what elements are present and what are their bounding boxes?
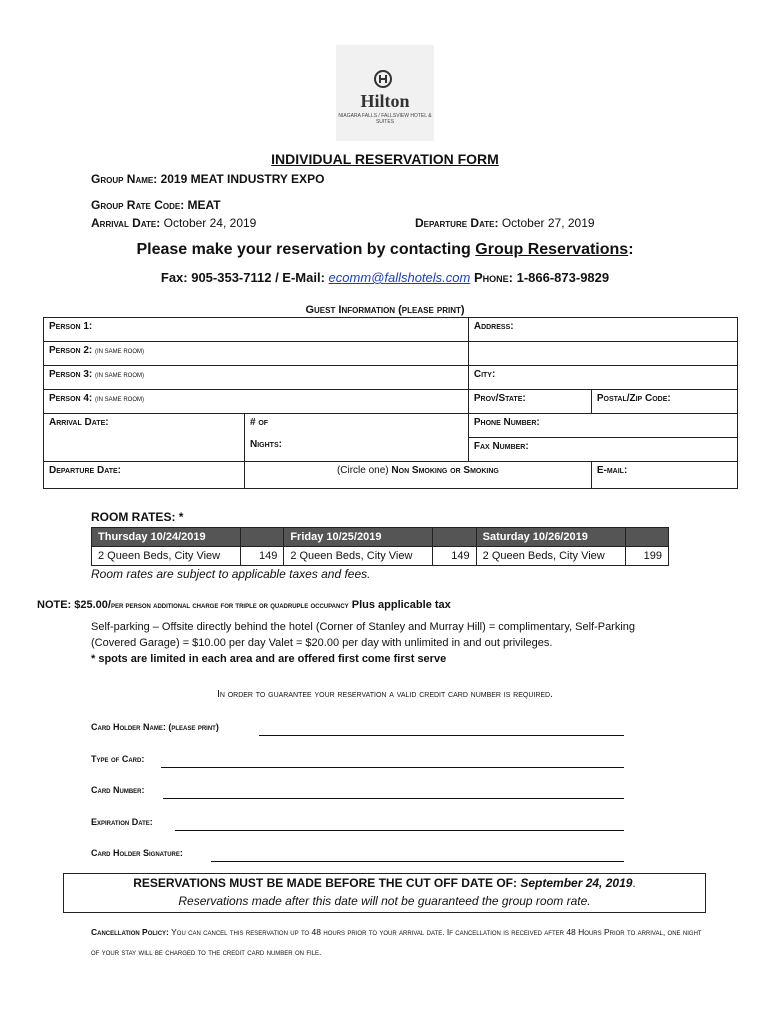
logo-brand: Hilton: [360, 91, 410, 111]
guest-info-header: Guest Information (please print): [305, 304, 465, 316]
email-link[interactable]: ecomm@fallshotels.com: [328, 270, 471, 285]
card-holder-name-label: Card Holder Name: (please print): [91, 722, 219, 732]
postal-code-field[interactable]: Postal/Zip Code:: [591, 390, 737, 414]
group-reservations-link[interactable]: Group Reservations: [475, 241, 629, 258]
phone-number-field[interactable]: Phone Number:: [468, 414, 737, 438]
rate-price-3: 199: [625, 547, 668, 566]
rate-price-1: 149: [241, 547, 284, 566]
occupancy-note: NOTE: $25.00/per person additional charge for triple or quadruple occupancy Plus applicable tax: [37, 599, 451, 611]
departure-date-field[interactable]: Departure Date:: [44, 462, 245, 489]
logo-subline: NIAGARA FALLS / FALLSVIEW HOTEL & SUITES: [338, 113, 432, 125]
arrival-value: October 24, 2019: [163, 216, 257, 230]
person3-field[interactable]: Person 3: (IN SAME ROOM): [44, 366, 469, 390]
address-field[interactable]: Address:: [468, 318, 737, 342]
card-holder-name-field[interactable]: [91, 722, 624, 736]
departure-label: Departure Date:: [415, 216, 499, 230]
contact-line: [0, 270, 770, 285]
guest-info-table: [43, 317, 738, 489]
expiration-date-label: Expiration Date:: [91, 817, 153, 827]
group-rate-value: MEAT: [187, 198, 221, 212]
form-title: INDIVIDUAL RESERVATION FORM: [271, 151, 499, 167]
guarantee-note: In order to guarantee your reservation a valid credit card number is required.: [217, 689, 553, 700]
spots-note: * spots are limited in each area and are offered first come first serve: [91, 653, 447, 665]
person2-field[interactable]: Person 2: (IN SAME ROOM): [44, 342, 469, 366]
cutoff-line-1: RESERVATIONS MUST BE MADE BEFORE THE CUT OFF DATE OF: September 24, 2019.: [133, 876, 636, 890]
expiration-date-field[interactable]: [91, 817, 624, 831]
arrival-label: Arrival Date:: [91, 216, 161, 230]
cancellation-policy: [91, 922, 711, 962]
contact-headline: [0, 241, 770, 259]
person1-field[interactable]: Person 1:: [44, 318, 469, 342]
cutoff-line-2: Reservations made after this date will not be guaranteed the group room rate.: [178, 894, 591, 908]
phone-value: 1-866-873-9829: [516, 270, 610, 285]
rate-room-2: 2 Queen Beds, City View: [284, 547, 433, 566]
rate-day-3: Saturday 10/26/2019: [476, 528, 625, 547]
fax-number-field[interactable]: Fax Number:: [468, 438, 737, 462]
group-rate-label: Group Rate Code:: [91, 198, 185, 212]
smoking-choice[interactable]: (Circle one) Non Smoking or Smoking: [245, 462, 592, 489]
headline-prefix: Please make your reservation by contacting: [136, 241, 476, 258]
group-name-label: Group Name:: [91, 172, 158, 186]
fax-email-label: Fax: 905-353-7112 / E-Mail:: [160, 270, 329, 285]
card-type-label: Type of Card:: [91, 754, 145, 764]
card-number-label: Card Number:: [91, 785, 145, 795]
hotel-logo: [336, 45, 434, 141]
departure-row: [415, 216, 595, 230]
hilton-mark-icon: [372, 70, 394, 88]
arrival-row: [91, 216, 256, 230]
rate-day-2: Friday 10/25/2019: [284, 528, 433, 547]
group-name-value: 2019 MEAT INDUSTRY EXPO: [160, 172, 325, 186]
address-line2-field[interactable]: [468, 342, 737, 366]
rate-day-1: Thursday 10/24/2019: [92, 528, 241, 547]
headline-suffix: :: [628, 241, 634, 258]
arrival-date-field[interactable]: Arrival Date:: [44, 414, 245, 462]
rate-price-2: 149: [433, 547, 476, 566]
group-name-row: [91, 172, 324, 186]
parking-line-1: Self-parking – Offsite directly behind the hotel (Corner of Stanley and Murray Hill) = complimentary, Self-Parking: [91, 621, 636, 633]
card-signature-field[interactable]: [91, 848, 624, 862]
phone-label: Phone:: [473, 270, 513, 285]
nights-field[interactable]: # of Nights:: [245, 414, 469, 462]
city-field[interactable]: City:: [468, 366, 737, 390]
cancellation-text: You can cancel this reservation up to 48 hours prior to your arrival date. If cancellation is received after 48 Hours Prior to arrival, one night of your stay will be charged to the credit card number on file.: [91, 927, 702, 957]
prov-state-field[interactable]: Prov/State:: [468, 390, 591, 414]
cancellation-label: Cancellation Policy:: [91, 927, 169, 937]
cutoff-notice: [63, 873, 706, 913]
rate-room-3: 2 Queen Beds, City View: [476, 547, 625, 566]
taxes-note: Room rates are subject to applicable taxes and fees.: [91, 567, 371, 581]
email-field[interactable]: E-mail:: [591, 462, 737, 489]
person4-field[interactable]: Person 4: (IN SAME ROOM): [44, 390, 469, 414]
rate-room-1: 2 Queen Beds, City View: [92, 547, 241, 566]
card-type-field[interactable]: [91, 754, 624, 768]
group-rate-row: [91, 198, 221, 212]
card-number-field[interactable]: [91, 785, 624, 799]
room-rates-table: [91, 527, 669, 566]
room-rates-header: ROOM RATES: *: [91, 510, 184, 524]
parking-line-2: (Covered Garage) = $10.00 per day Valet = $20.00 per day with unlimited in and out privileges.: [91, 637, 553, 649]
card-signature-label: Card Holder Signature:: [91, 848, 183, 858]
departure-value: October 27, 2019: [501, 216, 595, 230]
